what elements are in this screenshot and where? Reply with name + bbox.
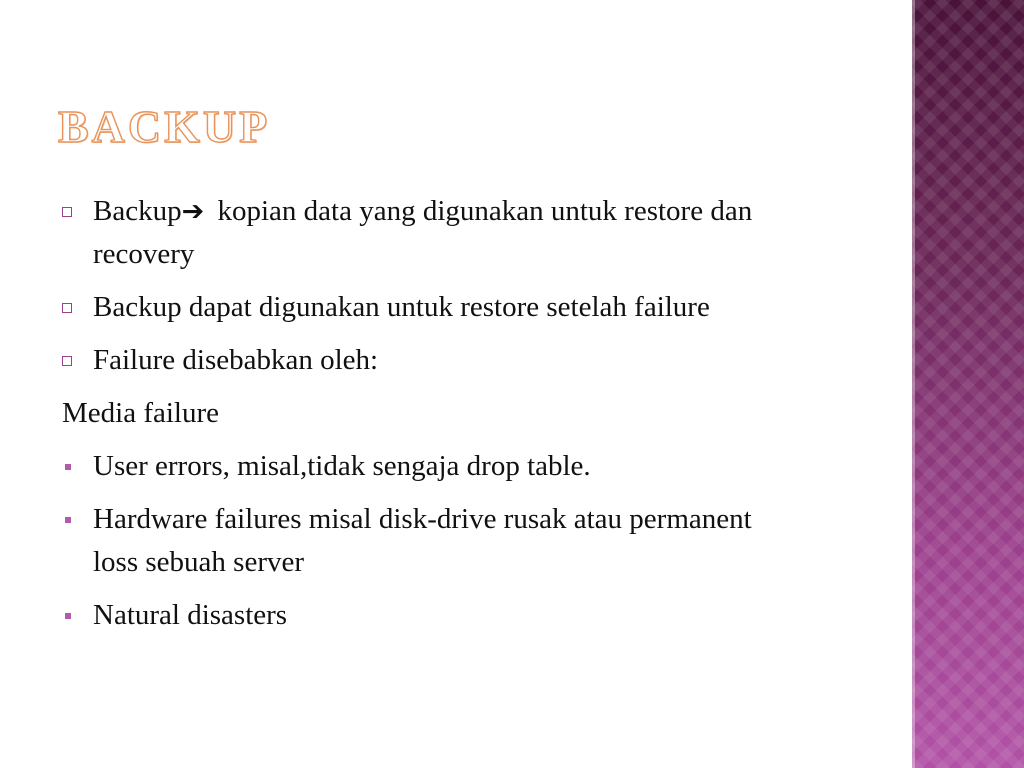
filled-square-bullet-icon	[62, 445, 86, 488]
decorative-side-band	[912, 0, 1024, 768]
right-arrow-icon: ➔	[181, 196, 205, 227]
filled-square-bullet-icon	[62, 594, 86, 637]
slide-title: BACKUP	[58, 101, 271, 152]
list-item	[62, 190, 802, 276]
list-item-text: Hardware failures misal disk-drive rusak atau permanent loss sebuah server	[93, 503, 752, 578]
list-item-text: Media failure	[62, 397, 220, 429]
list-item-text: User errors, misal,tidak sengaja drop table.	[93, 450, 591, 482]
list-item-text: Backup dapat digunakan untuk restore setelah failure	[93, 291, 710, 323]
list-item	[62, 498, 802, 584]
list-item	[62, 339, 802, 382]
filled-square-bullet-icon	[62, 498, 86, 541]
list-item-text: Natural disasters	[93, 599, 288, 631]
list-item-text: Failure disebabkan oleh:	[93, 344, 379, 376]
hollow-square-bullet-icon	[62, 286, 86, 329]
bullet-list	[62, 190, 802, 647]
list-item	[62, 286, 802, 329]
list-item	[62, 594, 802, 637]
list-subheading	[62, 392, 802, 435]
list-item-lead: Backup	[93, 195, 182, 227]
hollow-square-bullet-icon	[62, 190, 86, 233]
list-item-text: kopian data yang digunakan untuk restore dan recovery	[93, 195, 753, 270]
hollow-square-bullet-icon	[62, 339, 86, 382]
list-item	[62, 445, 802, 488]
